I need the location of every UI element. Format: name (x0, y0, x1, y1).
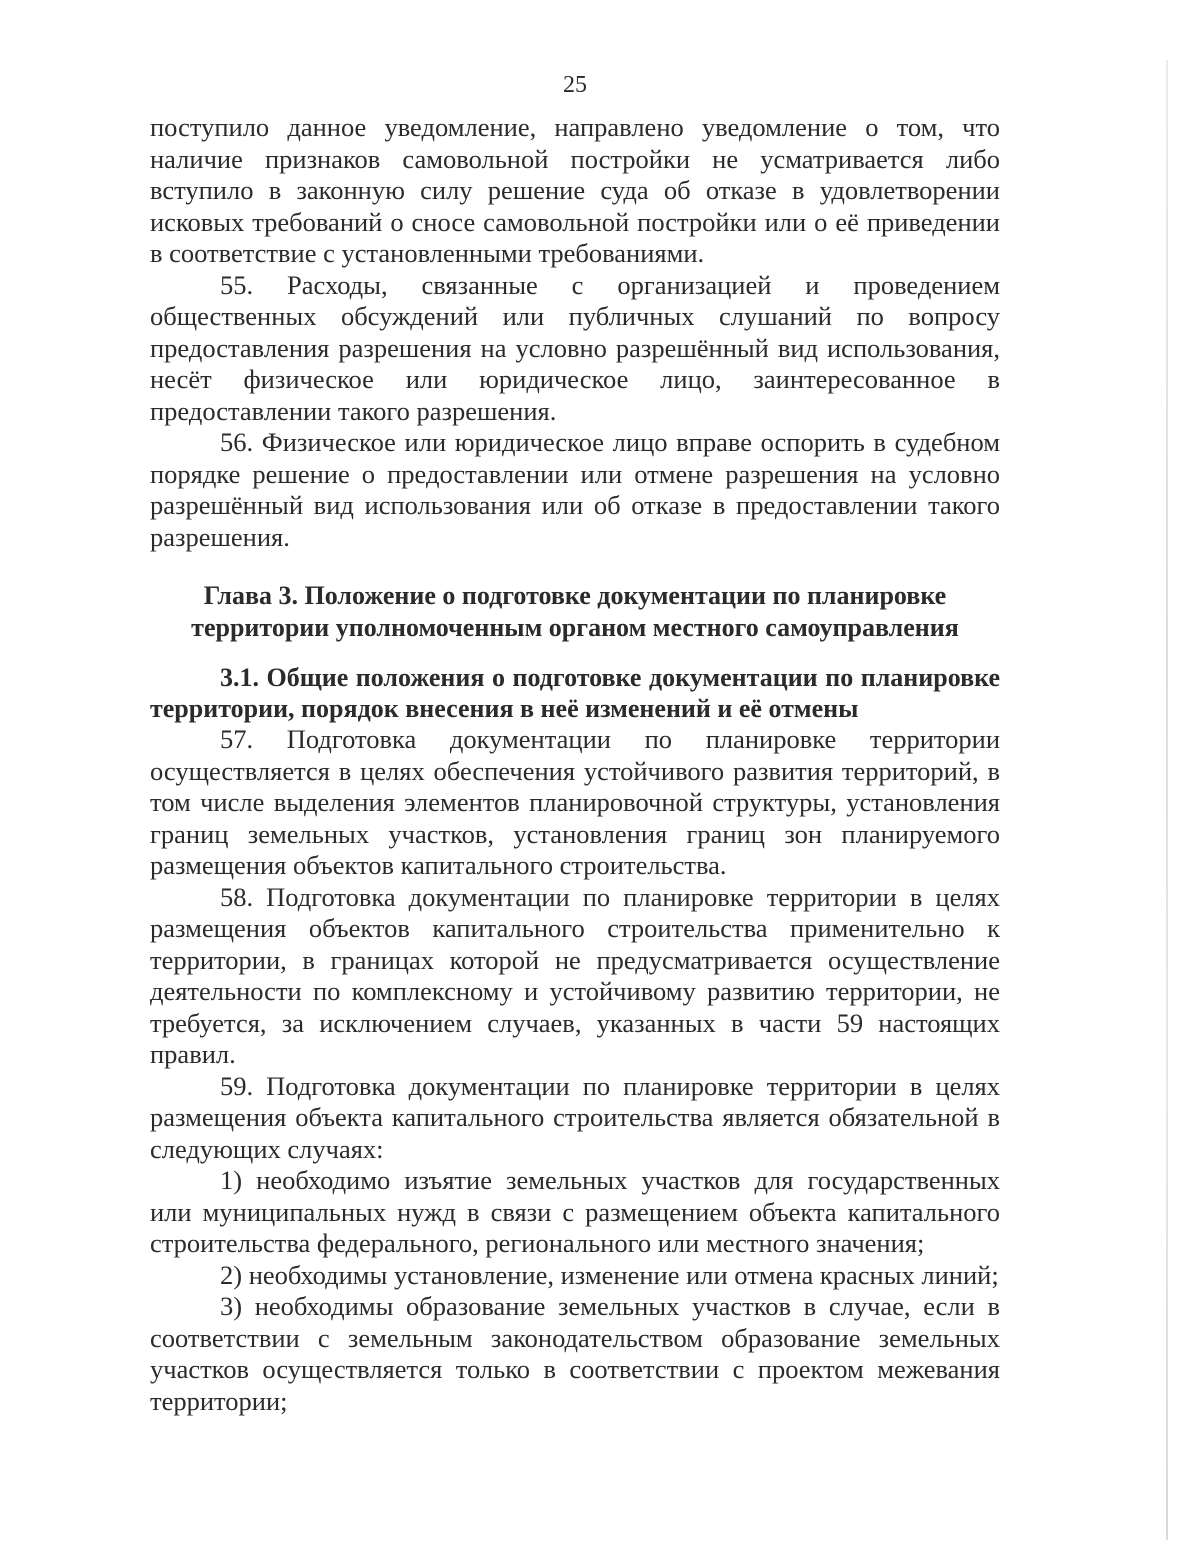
chapter-title: Глава 3. Положение о подготовке документации по планировке территории уполномоченным органом местного самоуправления (191, 581, 959, 642)
list-item-3: 3) необходимы образование земельных участков в случае, если в соответствии с земельным законодательством образование земельных участков осуществляется только в соответствии с проектом межевания территории; (150, 1291, 1000, 1416)
scan-edge (1166, 60, 1168, 1540)
document-body (150, 112, 1000, 1417)
paragraph-58: 58. Подготовка документации по планировке территории в целях размещения объектов капитального строительства применительно к территории, в границах которой не предусматривается осуществление деятельности по комплексному и устойчивому развитию территории, не требуется, за исключением случаев, указанных в части 59 настоящих правил. (150, 881, 1000, 1069)
paragraph-57: 57. Подготовка документации по планировке территории осуществляется в целях обеспечения устойчивого развития территорий, в том числе выделения элементов планировочной структуры, установления границ земельных участков, установления границ зон планируемого размещения объектов капитального строительства. (150, 724, 1000, 880)
paragraph-55: 55. Расходы, связанные с организацией и проведением общественных обсуждений или публичных слушаний по вопросу предоставления разрешения на условно разрешённый вид использования, несёт физическое или юридическое лицо, заинтересованное в предоставлении такого разрешения. (150, 269, 1000, 426)
paragraph-continuation: поступило данное уведомление, направлено уведомление о том, что наличие признаков самовольной постройки не усматривается либо вступило в законную силу решение суда об отказе в удовлетворении исковых требований о сносе самовольной постройки или о её приведении в соответствие с установленными требованиями. (150, 112, 1000, 268)
paragraph-59: 59. Подготовка документации по планировке территории в целях размещения объекта капитального строительства является обязательной в следующих случаях: (150, 1070, 1000, 1164)
paragraph-56: 56. Физическое или юридическое лицо вправе оспорить в судебном порядке решение о предоставлении или отмене разрешения на условно разрешённый вид использования или об отказе в предоставлении такого разрешения. (150, 427, 1000, 552)
list-item-2: 2) необходимы установление, изменение или отмена красных линий; (220, 1259, 999, 1290)
section-title: 3.1. Общие положения о подготовке документации по планировке территории, порядок внесения в неё изменений и её отмены (150, 663, 1000, 723)
page-number: 25 (563, 72, 587, 98)
list-item-1: 1) необходимо изъятие земельных участков для государственных или муниципальных нужд в связи с размещением объекта капитального строительства федерального, регионального или местного значения; (150, 1165, 1000, 1258)
